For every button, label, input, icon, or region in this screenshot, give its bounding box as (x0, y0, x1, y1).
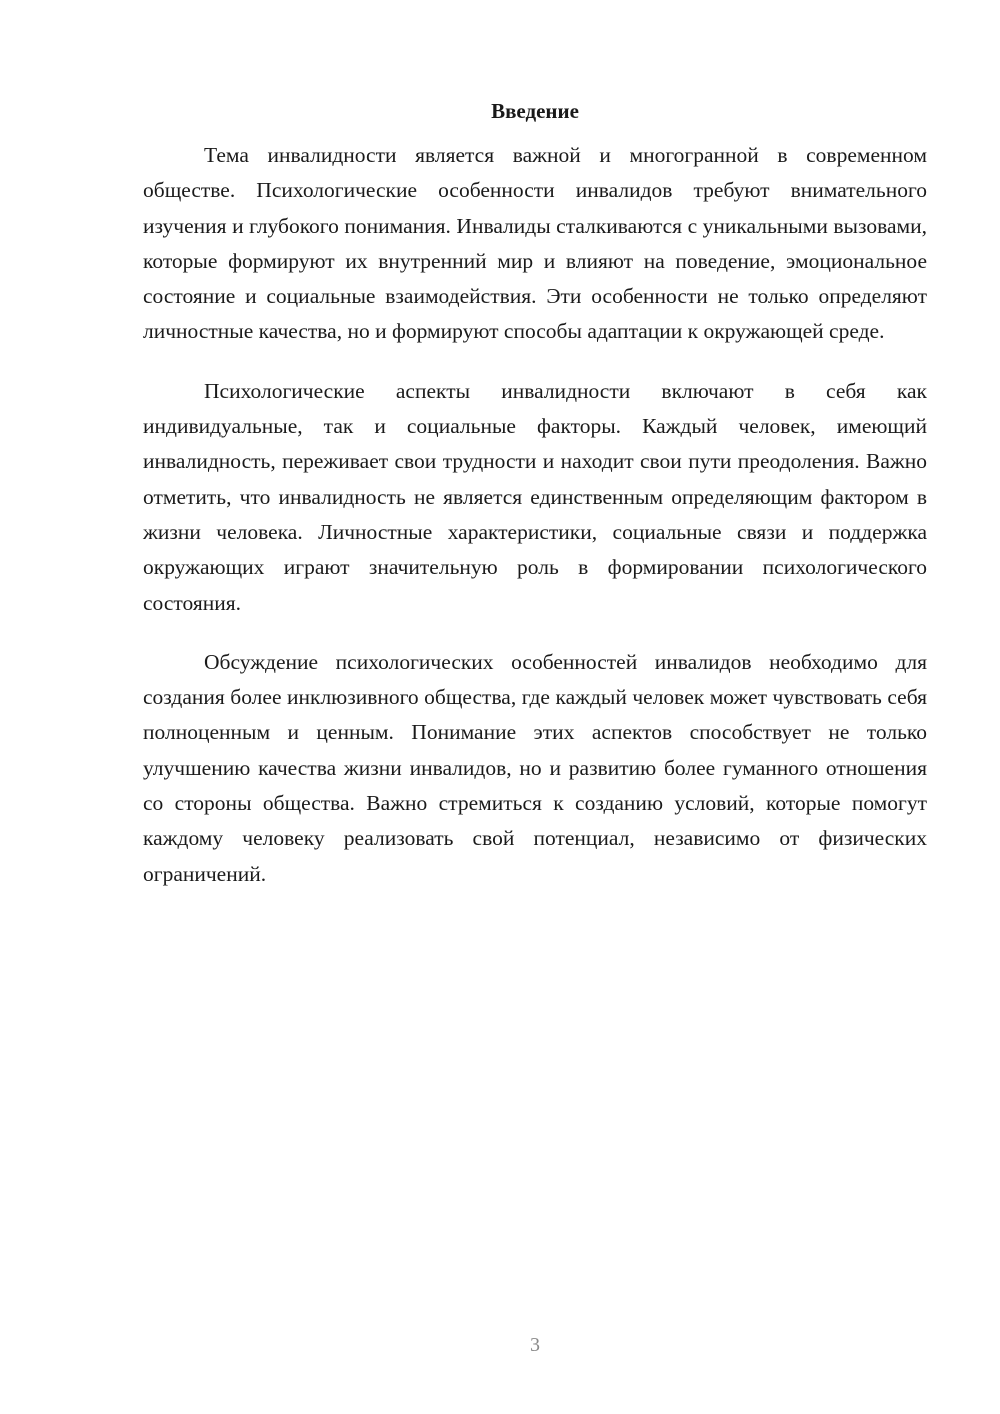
page-content (143, 97, 927, 916)
paragraph-3: Обсуждение психологических особенностей инвалидов необходимо для создания более инклюзивного общества, где каждый человек может чувствовать себя полноценным и ценным. Понимание этих аспектов способствует не только улучшению качества жизни инвалидов, но и развитию более гуманного отношения со стороны общества. Важно стремиться к созданию условий, которые помогут каждому человеку реализовать свой потенциал, независимо от физических ограничений. (143, 649, 927, 886)
paragraph-2: Психологические аспекты инвалидности включают в себя как индивидуальные, так и социальные факторы. Каждый человек, имеющий инвалидность, переживает свои трудности и находит свои пути преодоления. Важно отметить, что инвалидность не является единственным определяющим фактором в жизни человека. Личностные характеристики, социальные связи и поддержка окружающих играют значительную роль в формировании психологического состояния. (143, 378, 927, 615)
paragraph-1: Тема инвалидности является важной и многогранной в современном обществе. Психологические особенности инвалидов требуют внимательного изучения и глубокого понимания. Инвалиды сталкиваются с уникальными вызовами, которые формируют их внутренний мир и влияют на поведение, эмоциональное состояние и социальные взаимодействия. Эти особенности не только определяют личностные качества, но и формируют способы адаптации к окружающей среде. (143, 143, 927, 344)
page-number: 3 (530, 1334, 540, 1356)
section-heading: Введение (491, 99, 579, 123)
